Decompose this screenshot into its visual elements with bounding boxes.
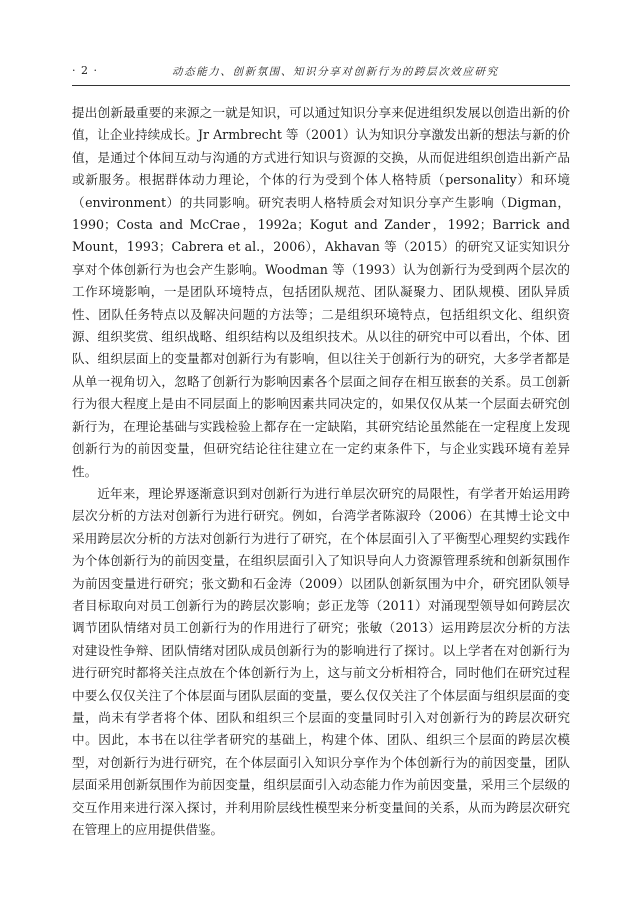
page-number: · 2 · [72, 64, 98, 77]
running-title: 动态能力、创新氛围、知识分享对创新行为的跨层次效应研究 [172, 66, 499, 78]
body-text [72, 102, 570, 841]
header-rule [72, 85, 570, 86]
paragraph-continued: 提出创新最重要的来源之一就是知识，可以通过知识分享来促进组织发展以创造出新的价值，让企业持续成长。Jr Armbrecht 等（2001）认为知识分享激发出新的想法与新的价值，是通过个体间互动与沟通的方式进行知识与资源的交换，从而促进组织创造出新产品或新服务。根据群体动力理论，个体的行为受到个体人格特质（personality）和环境（environment）的共同影响。研究表明人格特质会对知识分享产生影响（Digman，1990；Costa and McCrae，1992a；Kogut and Zander，1992；Barrick and Mount，1993；Cabrera et al.，2006），Akhavan 等（2015）的研究又证实知识分享对个体创新行为也会产生影响。Woodman 等（1993）认为创新行为受到两个层次的工作环境影响，一是团队环境特点，包括团队规范、团队凝聚力、团队规模、团队异质性、团队任务特点以及解决问题的方法等；二是组织环境特点，包括组织文化、组织资源、组织奖赏、组织战略、组织结构以及组织技术。从以往的研究中可以看出，个体、团队、组织层面上的变量都对创新行为有影响，但以往关于创新行为的研究，大多学者都是从单一视角切入，忽略了创新行为影响因素各个层面之间存在相互嵌套的关系。员工创新行为很大程度上是由不同层面上的影响因素共同决定的，如果仅仅从某一个层面去研究创新行为，在理论基础与实践检验上都存在一定缺陷，其研究结论虽然能在一定程度上发现创新行为的前因变量，但研究结论往往建立在一定约束条件下，与企业实践环境有差异性。 [72, 105, 570, 479]
paragraph: 近年来，理论界逐渐意识到对创新行为进行单层次研究的局限性，有学者开始运用跨层次分析的方法对创新行为进行研究。例如，台湾学者陈淑玲（2006）在其博士论文中采用跨层次分析的方法对创新行为进行了研究，在个体层面引入了平衡型心理契约实践作为个体创新行为的前因变量，在组织层面引入了知识导向人力资源管理系统和创新氛围作为前因变量进行研究；张文勤和石金涛（2009）以团队创新氛围为中介，研究团队领导者目标取向对员工创新行为的跨层次影响；彭正龙等（2011）对涌现型领导如何跨层次调节团队情绪对员工创新行为的作用进行了研究；张敏（2013）运用跨层次分析的方法对建设性争辩、团队情绪对团队成员创新行为的影响进行了探讨。以上学者在对创新行为进行研究时都将关注点放在个体创新行为上，这与前文分析相符合，同时他们在研究过程中要么仅仅关注了个体层面与团队层面的变量，要么仅仅关注了个体层面与组织层面的变量，尚未有学者将个体、团队和组织三个层面的变量同时引入对创新行为的跨层次研究中。因此，本书在以往学者研究的基础上，构建个体、团队、组织三个层面的跨层次模型，对创新行为进行研究，在个体层面引入知识分享作为个体创新行为的前因变量，团队层面采用创新氛围作为前因变量，组织层面引入动态能力作为前因变量，采用三个层级的交互作用来进行深入探讨，并利用阶层线性模型来分析变量间的关系，从而为跨层次研究在管理上的应用提供借鉴。 [72, 485, 570, 837]
running-header [72, 62, 570, 82]
